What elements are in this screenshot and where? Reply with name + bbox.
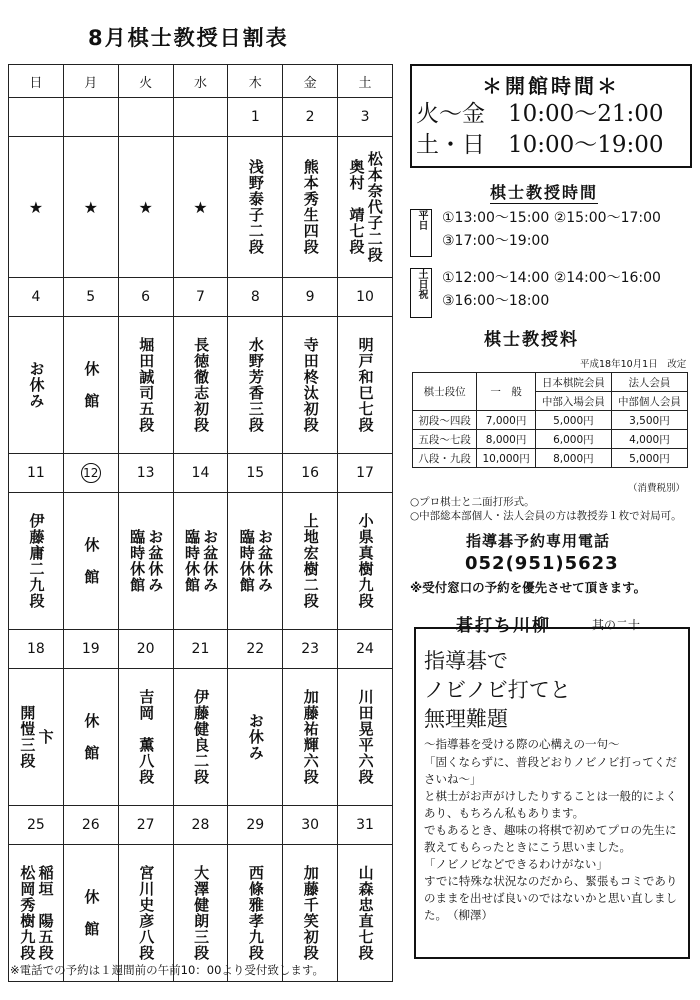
teacher-name: ★ [83, 197, 98, 217]
day-header: 月 [63, 65, 118, 98]
teacher-cell [9, 317, 64, 454]
teacher-name: ★ [28, 197, 44, 217]
teacher-name: 上地宏樹二段 [301, 513, 320, 609]
teacher-cell [173, 845, 228, 982]
teacher-name: お休み [246, 713, 265, 761]
teacher-cell [118, 493, 173, 630]
fee-cell: 初段～四段 [413, 411, 477, 430]
senryu-essay: 「固くならずに、普段どおりノビノビ打ってくださいね～」 と棋士がお声がけしたりすることは一般的によくあり、もちろん私もあります。 でもあるとき、趣味の将棋で初めてプロの先生に教えてもらったときにこう思いました。 「ノビノビなどできるわけがない」 すでに特殊な状況なのだから、緊張もコミでありのままを出せば良いのではないかと思い直しました。 （柳澤） [424, 755, 678, 922]
teacher-cell [9, 137, 64, 278]
teacher-row [9, 845, 393, 982]
teacher-row [9, 317, 393, 454]
teacher-cell [173, 317, 228, 454]
teacher-name: 水野芳香三段 [246, 337, 265, 433]
teacher-name: 臨時休館 [237, 529, 256, 593]
holiday-tag: 土日祝 [410, 268, 432, 318]
teacher-name: お盆休み [256, 529, 275, 593]
date-cell: 1 [228, 98, 283, 137]
fee-cell: 3,500円 [611, 411, 687, 430]
teacher-name: 明戸和巳七段 [356, 337, 375, 433]
opening-hours-title: ＊開館時間＊ [482, 74, 620, 98]
fee-title: 棋士教授料 [484, 330, 579, 350]
phone-note: ※受付窓口の予約を優先させて頂きます。 [410, 580, 647, 595]
date-cell: 15 [228, 454, 283, 493]
date-cell: 30 [283, 806, 338, 845]
fee-cell: 5,000円 [535, 411, 611, 430]
teacher-name: お休み [27, 361, 46, 409]
teacher-cell [63, 137, 118, 278]
fee-cell: 五段～七段 [413, 430, 477, 449]
date-cell: 24 [338, 630, 393, 669]
date-cell [173, 98, 228, 137]
teacher-cell [118, 669, 173, 806]
date-cell: 4 [9, 278, 64, 317]
date-cell: 27 [118, 806, 173, 845]
date-cell: 13 [118, 454, 173, 493]
teacher-name: 臨時休館 [128, 529, 147, 593]
fee-row [413, 411, 688, 430]
date-cell: 25 [9, 806, 64, 845]
teacher-name: 長徳徹志初段 [192, 337, 211, 433]
teacher-name: 開愷三段 [18, 705, 37, 769]
teacher-cell [63, 669, 118, 806]
fee-header-general: 一 般 [477, 373, 535, 411]
senryu-poem: 指導碁で ノビノビ打てと 無理難題 [424, 649, 571, 731]
teacher-name: 卞 [36, 729, 55, 777]
fee-cell: 8,000円 [535, 449, 611, 468]
tax-note: （消費税別） [628, 483, 686, 494]
teacher-cell [338, 317, 393, 454]
teacher-cell [338, 493, 393, 630]
date-cell: 14 [173, 454, 228, 493]
teacher-name: 加藤祐輝六段 [301, 689, 320, 785]
date-cell [9, 98, 64, 137]
fee-header-rank: 棋士段位 [413, 373, 477, 411]
teacher-name: 小県真樹九段 [356, 513, 375, 609]
teacher-name: 休 館 [82, 713, 101, 761]
teacher-cell [63, 845, 118, 982]
date-cell [63, 454, 118, 493]
date-cell: 31 [338, 806, 393, 845]
day-header: 日 [9, 65, 64, 98]
date-cell: 9 [283, 278, 338, 317]
teacher-cell [173, 137, 228, 278]
date-cell: 11 [9, 454, 64, 493]
teacher-cell [118, 845, 173, 982]
senryu-box [414, 627, 690, 959]
teacher-name: 浅野泰子二段 [246, 159, 265, 255]
date-cell: 6 [118, 278, 173, 317]
page-title: 8月棋士教授日割表 [88, 26, 289, 50]
reservation-footnote: ※電話での予約は１週間前の午前10：00より受付致します。 [10, 963, 324, 977]
teacher-cell [118, 317, 173, 454]
date-cell: 29 [228, 806, 283, 845]
teacher-cell [283, 669, 338, 806]
day-header: 火 [118, 65, 173, 98]
teacher-name: 堀田誠司五段 [137, 337, 156, 433]
teacher-name: 加藤千笑初段 [301, 865, 320, 961]
teacher-cell [9, 493, 64, 630]
teacher-name: 休 館 [82, 537, 101, 585]
date-cell [118, 98, 173, 137]
date-cell: 21 [173, 630, 228, 669]
teacher-name: 休 館 [82, 889, 101, 937]
fee-header-corp: 法人会員 [611, 373, 687, 392]
teacher-name: 山森忠直七段 [356, 865, 375, 961]
day-header: 土 [338, 65, 393, 98]
fee-revision-date: 平成18年10月1日 改定 [580, 359, 687, 370]
teacher-cell [228, 317, 283, 454]
senryu-sub: 其の二十 [592, 618, 641, 632]
teacher-row [9, 137, 393, 278]
teacher-cell [338, 137, 393, 278]
date-cell: 23 [283, 630, 338, 669]
date-cell: 7 [173, 278, 228, 317]
teacher-row [9, 669, 393, 806]
teacher-name: 熊本秀生四段 [301, 159, 320, 255]
fee-cell: 10,000円 [477, 449, 535, 468]
teacher-name: 臨時休館 [182, 529, 201, 593]
fee-note-2: ○中部総本部個人・法人会員の方は教授券１枚で対局可。 [410, 510, 682, 522]
fee-cell: 8,000円 [477, 430, 535, 449]
fee-header-member: 日本棋院会員 [535, 373, 611, 392]
fee-table [412, 372, 688, 468]
date-cell: 22 [228, 630, 283, 669]
teacher-cell [63, 317, 118, 454]
opening-hours-box [410, 64, 692, 168]
teacher-cell [283, 317, 338, 454]
schedule-table [8, 64, 393, 982]
teacher-name: 奥村 靖七段 [347, 159, 366, 255]
teacher-name: 西條雅孝九段 [246, 865, 265, 961]
teacher-name: 伊藤健良二段 [192, 689, 211, 785]
hours-weekday: 火～金 10:00～21:00 [416, 101, 664, 127]
hours-weekend: 土・日 10:00～19:00 [416, 132, 664, 158]
teacher-name: 宮川史彦八段 [137, 865, 156, 961]
date-cell: 5 [63, 278, 118, 317]
teacher-cell [228, 137, 283, 278]
teacher-cell [228, 845, 283, 982]
teacher-name: 吉岡 薫八段 [137, 689, 156, 785]
date-cell: 28 [173, 806, 228, 845]
senryu-heading: 碁打ち川柳 [456, 616, 551, 636]
teacher-cell [63, 493, 118, 630]
teacher-cell [283, 137, 338, 278]
teacher-cell [118, 137, 173, 278]
fee-cell: 八段・九段 [413, 449, 477, 468]
day-header: 金 [283, 65, 338, 98]
weekday-header-row [9, 65, 393, 98]
fee-header-member-sub: 中部入場会員 [535, 392, 611, 411]
fee-cell: 5,000円 [611, 449, 687, 468]
teacher-name: 稲垣 陽五段 [36, 865, 55, 961]
fee-header-corp-sub: 中部個人会員 [611, 392, 687, 411]
teacher-row [9, 493, 393, 630]
teacher-name: 松本奈代子二段 [365, 151, 384, 263]
teaching-hours-title: 棋士教授時間 [490, 180, 598, 204]
teacher-cell [338, 845, 393, 982]
fee-cell: 7,000円 [477, 411, 535, 430]
date-cell [63, 98, 118, 137]
teacher-name: 川田晃平六段 [356, 689, 375, 785]
date-cell: 26 [63, 806, 118, 845]
teacher-cell [228, 669, 283, 806]
teacher-name: ★ [138, 197, 153, 217]
teacher-name: 休 館 [82, 361, 101, 409]
teacher-name: 寺田柊汰初段 [301, 337, 320, 433]
fee-note-1: ○プロ棋士と二面打形式。 [410, 496, 535, 508]
phone-number[interactable]: 052(951)5623 [465, 553, 619, 574]
date-cell: 16 [283, 454, 338, 493]
date-row [9, 98, 393, 137]
date-row [9, 278, 393, 317]
teacher-cell [9, 669, 64, 806]
day-header: 木 [228, 65, 283, 98]
teacher-cell [283, 845, 338, 982]
teacher-cell [283, 493, 338, 630]
teacher-name: お盆休み [146, 529, 165, 593]
teacher-cell [173, 493, 228, 630]
holiday-circle-mark: 12 [81, 463, 101, 483]
teacher-name: 大澤健朗三段 [192, 865, 211, 961]
date-cell: 8 [228, 278, 283, 317]
date-cell: 18 [9, 630, 64, 669]
date-row [9, 630, 393, 669]
teacher-cell [338, 669, 393, 806]
teacher-name: ★ [193, 197, 208, 217]
day-header: 水 [173, 65, 228, 98]
teacher-cell [173, 669, 228, 806]
holiday-schedule: ①12:00～14:00 ②14:00～16:00 ③16:00～18:00 [442, 270, 661, 309]
teacher-name: 伊藤庸二九段 [27, 513, 46, 609]
fee-cell: 4,000円 [611, 430, 687, 449]
phone-title: 指導碁予約専用電話 [466, 532, 611, 550]
date-cell: 10 [338, 278, 393, 317]
weekday-tag: 平日 [410, 209, 432, 257]
date-cell: 19 [63, 630, 118, 669]
date-row [9, 806, 393, 845]
teacher-cell [228, 493, 283, 630]
date-cell: 3 [338, 98, 393, 137]
teacher-name: お盆休み [201, 529, 220, 593]
fee-row [413, 449, 688, 468]
date-row [9, 454, 393, 493]
senryu-poem-sub: ～指導碁を受ける際の心構えの一句～ [424, 737, 620, 751]
fee-row [413, 430, 688, 449]
teacher-name: 松岡秀樹九段 [18, 865, 37, 961]
date-cell: 17 [338, 454, 393, 493]
date-cell: 20 [118, 630, 173, 669]
teacher-cell [9, 845, 64, 982]
weekday-schedule: ①13:00～15:00 ②15:00～17:00 ③17:00～19:00 [442, 210, 661, 249]
fee-cell: 6,000円 [535, 430, 611, 449]
date-cell: 2 [283, 98, 338, 137]
